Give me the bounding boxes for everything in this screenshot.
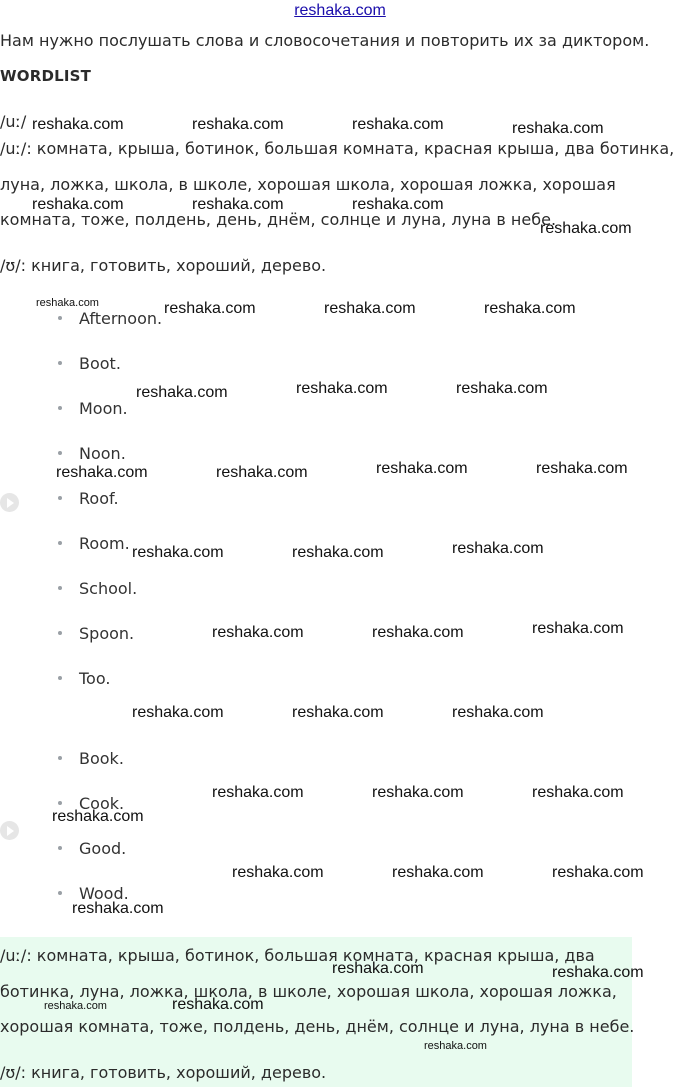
list-item: Afternoon. [58,309,162,328]
watermark: reshaka.com [532,620,624,637]
watermark: reshaka.com [212,624,304,641]
watermark: reshaka.com [32,116,124,133]
watermark: reshaka.com [52,808,144,825]
bullet-dot [58,451,62,455]
u-long-line-3: комната, тоже, полдень, день, днём, солнце и луна, луна в небе. [0,210,557,229]
watermark: reshaka.com [44,1000,107,1012]
list-item: Roof. [58,489,119,508]
bullet-dot [58,541,62,545]
u-long-line-2: луна, ложка, школа, в школе, хорошая школа, хорошая ложка, хорошая [0,175,616,194]
list-item: Spoon. [58,624,134,643]
intro-text: Нам нужно послушать слова и словосочетания и повторить их за диктором. [0,31,650,50]
watermark: reshaka.com [132,544,224,561]
list-item: Moon. [58,399,128,418]
bullet-dot [58,586,62,590]
u-short-line: /ʊ/: книга, готовить, хороший, дерево. [0,256,327,275]
wordlist-heading: WORDLIST [0,67,92,85]
watermark: reshaka.com [172,996,264,1013]
watermark: reshaka.com [552,864,644,881]
watermark: reshaka.com [456,380,548,397]
list-item: Good. [58,839,126,858]
watermark: reshaka.com [352,116,444,133]
watermark: reshaka.com [532,784,624,801]
list-item: Book. [58,749,124,768]
watermark: reshaka.com [352,196,444,213]
bullet-dot [58,406,62,410]
watermark: reshaka.com [452,540,544,557]
watermark: reshaka.com [72,900,164,917]
watermark: reshaka.com [232,864,324,881]
watermark: reshaka.com [192,116,284,133]
watermark: reshaka.com [484,300,576,317]
watermark: reshaka.com [36,297,99,309]
list-item: Wood. [58,884,129,903]
watermark: reshaka.com [536,460,628,477]
play-icon[interactable] [0,821,19,840]
play-icon[interactable] [0,493,19,512]
watermark: reshaka.com [372,624,464,641]
bullet-dot [58,846,62,850]
watermark: reshaka.com [376,460,468,477]
watermark: reshaka.com [324,300,416,317]
watermark: reshaka.com [552,964,644,981]
list-item: Too. [58,669,110,688]
watermark: reshaka.com [424,1040,487,1052]
watermark: reshaka.com [216,464,308,481]
bullet-dot [58,631,62,635]
list-item: Cook. [58,794,124,813]
bullet-dot [58,756,62,760]
watermark: reshaka.com [372,784,464,801]
watermark: reshaka.com [392,864,484,881]
answer-line-3: хорошая комната, тоже, полдень, день, днём, солнце и луна, луна в небе. [0,1017,635,1036]
watermark: reshaka.com [540,220,632,237]
answer-line-1: /uː/: комната, крыша, ботинок, большая комната, красная крыша, два [0,946,595,965]
watermark: reshaka.com [512,120,604,137]
site-title[interactable]: reshaka.com [294,2,386,19]
answer-line-2: ботинка, луна, ложка, школа, в школе, хорошая школа, хорошая ложка, [0,982,617,1001]
answer-line-4: /ʊ/: книга, готовить, хороший, дерево. [0,1063,327,1082]
watermark: reshaka.com [132,704,224,721]
watermark: reshaka.com [136,384,228,401]
watermark: reshaka.com [56,464,148,481]
bullet-dot [58,801,62,805]
bullet-dot [58,676,62,680]
watermark: reshaka.com [32,196,124,213]
bullet-dot [58,496,62,500]
watermark: reshaka.com [332,960,424,977]
watermark: reshaka.com [452,704,544,721]
u-long-line-1: /uː/: комната, крыша, ботинок, большая комната, красная крыша, два ботинка, [0,139,675,158]
watermark: reshaka.com [212,784,304,801]
watermark: reshaka.com [192,196,284,213]
bullet-dot [58,891,62,895]
list-item: School. [58,579,137,598]
bullet-dot [58,316,62,320]
watermark: reshaka.com [296,380,388,397]
watermark: reshaka.com [164,300,256,317]
bullet-dot [58,361,62,365]
watermark: reshaka.com [292,544,384,561]
u-long-label: /uː/ [0,112,27,131]
list-item: Noon. [58,444,126,463]
list-item: Room. [58,534,130,553]
list-item: Boot. [58,354,121,373]
watermark: reshaka.com [292,704,384,721]
